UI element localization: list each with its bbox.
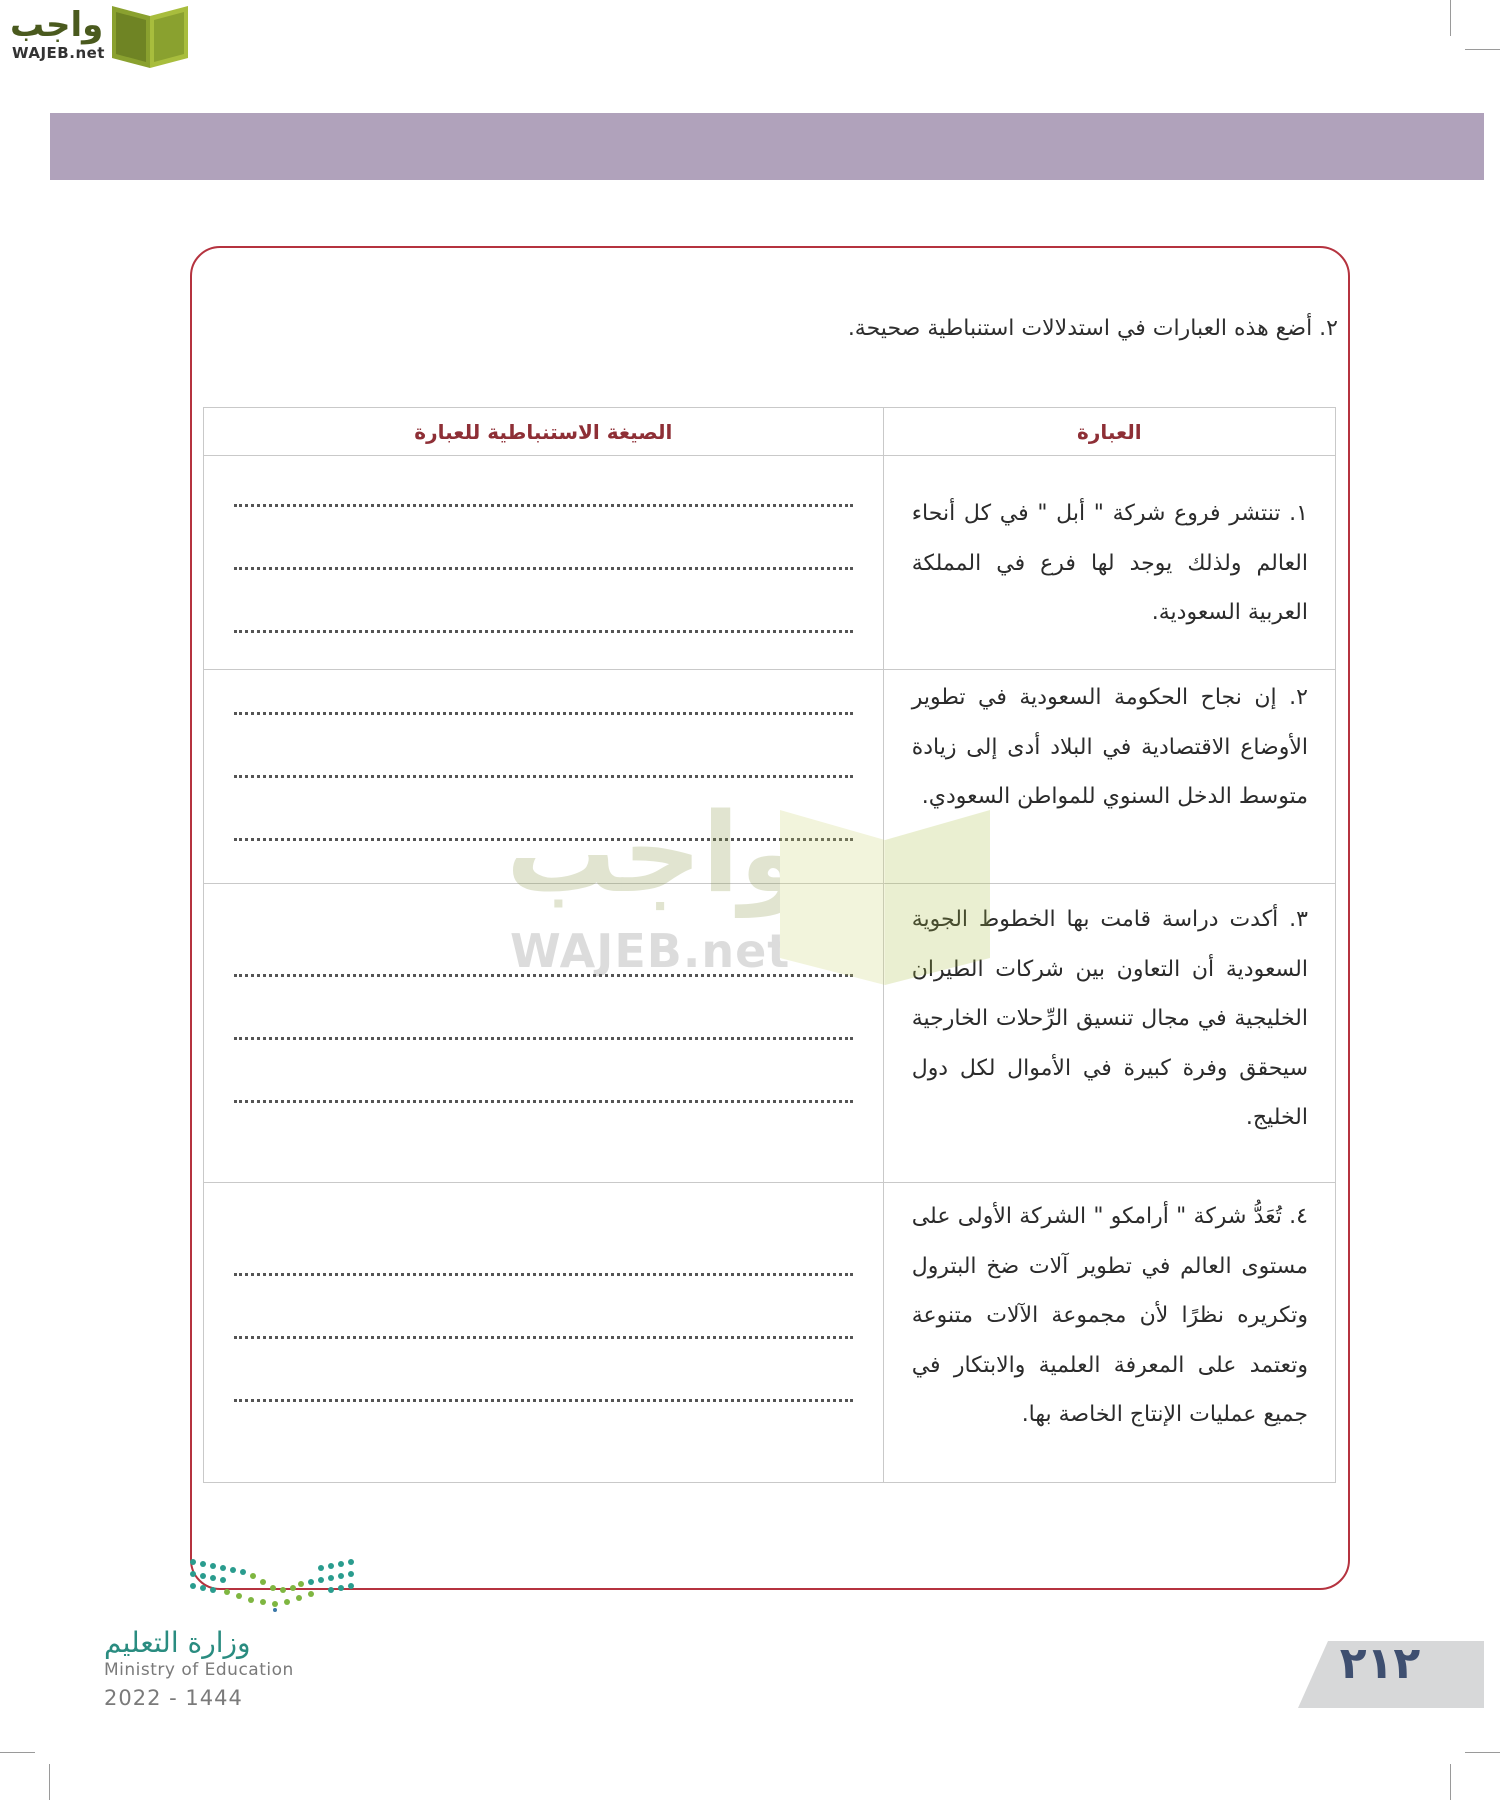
statement-text: ١. تنتشر فروع شركة " أبل " في كل أنحاء العالم ولذلك يوجد لها فرع في المملكة العربية السعودية.	[911, 501, 1308, 625]
answer-line[interactable]	[234, 1035, 853, 1040]
crop-mark	[49, 1764, 50, 1800]
logo-latin-text: WAJEB.net	[12, 44, 105, 62]
ministry-english-name: Ministry of Education	[104, 1660, 294, 1680]
answer-line[interactable]	[234, 710, 853, 715]
crop-mark	[1450, 1764, 1451, 1800]
answer-line[interactable]	[234, 565, 853, 570]
table-row	[204, 670, 1336, 884]
answer-cell[interactable]	[204, 884, 884, 1183]
crop-mark	[1465, 1752, 1500, 1753]
page-number: ٢١٢	[1339, 1638, 1421, 1689]
logo-arabic-text: واجب	[10, 5, 104, 45]
answer-line[interactable]	[234, 502, 853, 507]
answer-line[interactable]	[234, 773, 853, 778]
ministry-arabic-name: وزارة التعليم	[104, 1626, 251, 1659]
crop-mark	[0, 1752, 35, 1753]
ministry-emblem-icon	[187, 1556, 357, 1612]
watermark-arabic-text: واجب	[506, 789, 808, 917]
header-band	[50, 113, 1484, 180]
ministry-year: 2022 - 1444	[104, 1686, 243, 1710]
answer-line[interactable]	[234, 1334, 853, 1339]
answer-cell[interactable]	[204, 456, 884, 670]
answer-line[interactable]	[234, 1397, 853, 1402]
wajeb-logo[interactable]	[8, 4, 193, 68]
statement-text: ٣. أكدت دراسة قامت بها الخطوط الجوية السعودية أن التعاون بين شركات الطيران الخليجية في مجال تنسيق الرِّحلات الخارجية سيحقق وفرة كبيرة في الأموال لكل دول الخليج.	[911, 907, 1308, 1130]
statement-text: ٢. إن نجاح الحكومة السعودية في تطوير الأوضاع الاقتصادية في البلاد أدى إلى زيادة متوسط الدخل السنوي للمواطن السعودي.	[911, 685, 1308, 809]
crop-mark	[1450, 0, 1451, 36]
statement-cell	[883, 884, 1335, 1183]
statement-cell	[883, 1183, 1335, 1483]
header-deductive-form: الصيغة الاستنباطية للعبارة	[204, 408, 884, 456]
book-icon	[106, 4, 194, 68]
table-row	[204, 456, 1336, 670]
table-row	[204, 884, 1336, 1183]
statement-cell	[883, 670, 1335, 884]
answer-line[interactable]	[234, 628, 853, 633]
answer-line[interactable]	[234, 1098, 853, 1103]
watermark-latin-text: WAJEB.net	[510, 924, 791, 978]
statement-text: ٤. تُعَدُّ شركة " أرامكو " الشركة الأولى على مستوى العالم في تطوير آلات ضخ البترول وتكريره نظرًا لأن مجموعة الآلات متنوعة وتعتمد على المعرفة العلمية والابتكار في جميع عمليات الإنتاج الخاصة بها.	[911, 1204, 1308, 1427]
crop-mark	[1465, 49, 1500, 50]
answer-cell[interactable]	[204, 670, 884, 884]
question-text: ٢. أضع هذه العبارات في استدلالات استنباطية صحيحة.	[847, 316, 1338, 341]
answer-line[interactable]	[234, 972, 853, 977]
table-row	[204, 1183, 1336, 1483]
exercise-table	[203, 407, 1336, 1483]
table-header-row	[204, 408, 1336, 456]
answer-cell[interactable]	[204, 1183, 884, 1483]
answer-line[interactable]	[234, 1271, 853, 1276]
answer-line[interactable]	[234, 836, 853, 841]
header-statement: العبارة	[883, 408, 1335, 456]
statement-cell	[883, 456, 1335, 670]
